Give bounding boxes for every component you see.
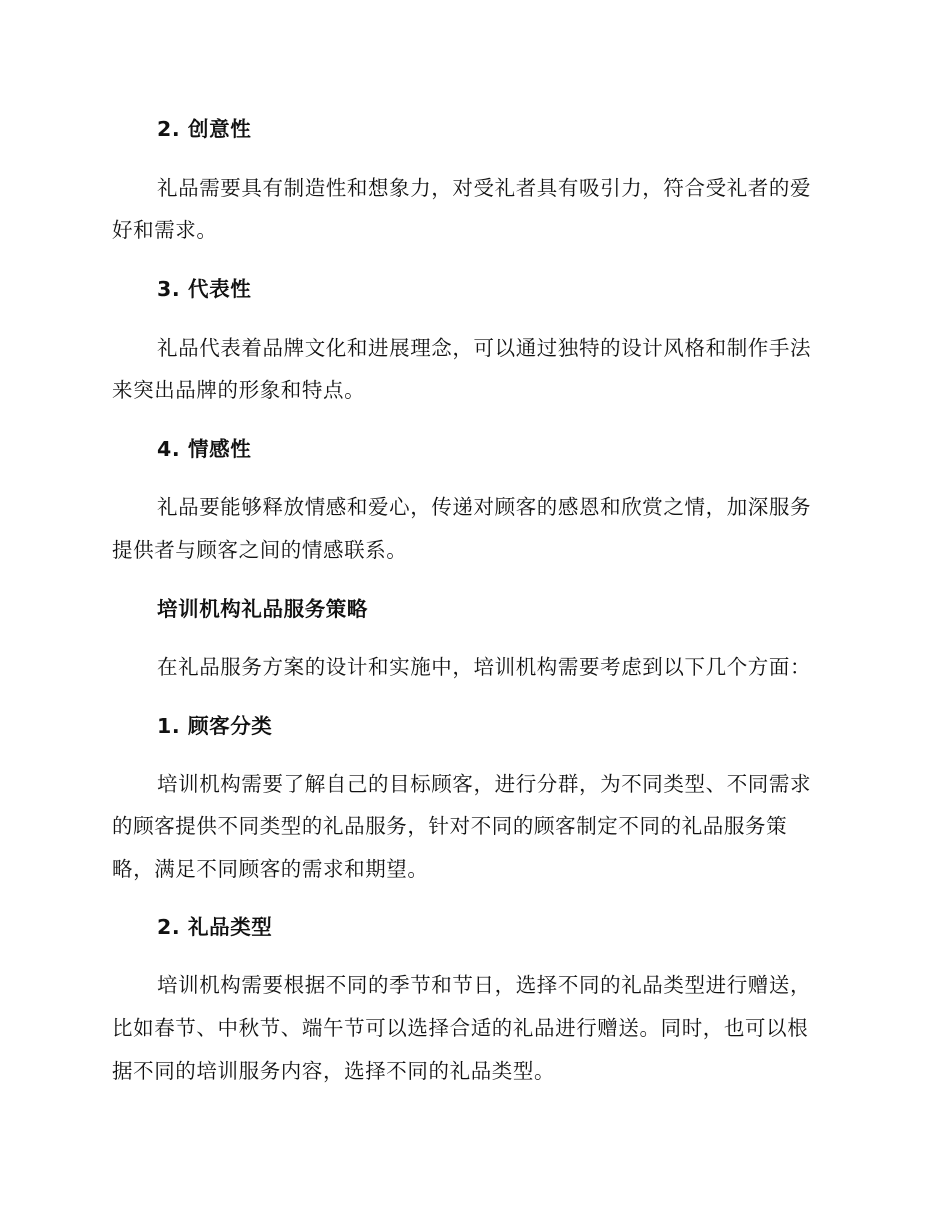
- paragraph-line: 略，满足不同顾客的需求和期望。: [112, 857, 429, 881]
- section-heading-emotion: 4. 情感性: [157, 437, 252, 461]
- paragraph-line: 来突出品牌的形象和特点。: [112, 378, 366, 402]
- section-heading-customer-classification: 1. 顾客分类: [157, 714, 273, 738]
- section-heading-creativity: 2. 创意性: [157, 117, 252, 141]
- paragraph-line: 培训机构需要了解自己的目标顾客，进行分群，为不同类型、不同需求: [157, 772, 812, 796]
- section-heading-strategy: 培训机构礼品服务策略: [157, 597, 368, 621]
- paragraph-line: 礼品要能够释放情感和爱心，传递对顾客的感恩和欣赏之情，加深服务: [157, 495, 812, 519]
- paragraph-line: 好和需求。: [112, 218, 218, 242]
- paragraph-line: 的顾客提供不同类型的礼品服务，针对不同的顾客制定不同的礼品服务策: [112, 814, 788, 838]
- section-heading-gift-type: 2. 礼品类型: [157, 915, 273, 939]
- paragraph-line: 在礼品服务方案的设计和实施中，培训机构需要考虑到以下几个方面：: [157, 655, 812, 679]
- paragraph-line: 提供者与顾客之间的情感联系。: [112, 538, 408, 562]
- paragraph-line: 礼品需要具有制造性和想象力，对受礼者具有吸引力，符合受礼者的爱: [157, 176, 812, 200]
- paragraph-line: 礼品代表着品牌文化和进展理念，可以通过独特的设计风格和制作手法: [157, 336, 812, 360]
- section-heading-representativeness: 3. 代表性: [157, 277, 252, 301]
- paragraph-line: 培训机构需要根据不同的季节和节日，选择不同的礼品类型进行赠送，: [157, 973, 812, 997]
- paragraph-line: 比如春节、中秋节、端午节可以选择合适的礼品进行赠送。同时，也可以根: [112, 1016, 809, 1040]
- paragraph-line: 据不同的培训服务内容，选择不同的礼品类型。: [112, 1059, 556, 1083]
